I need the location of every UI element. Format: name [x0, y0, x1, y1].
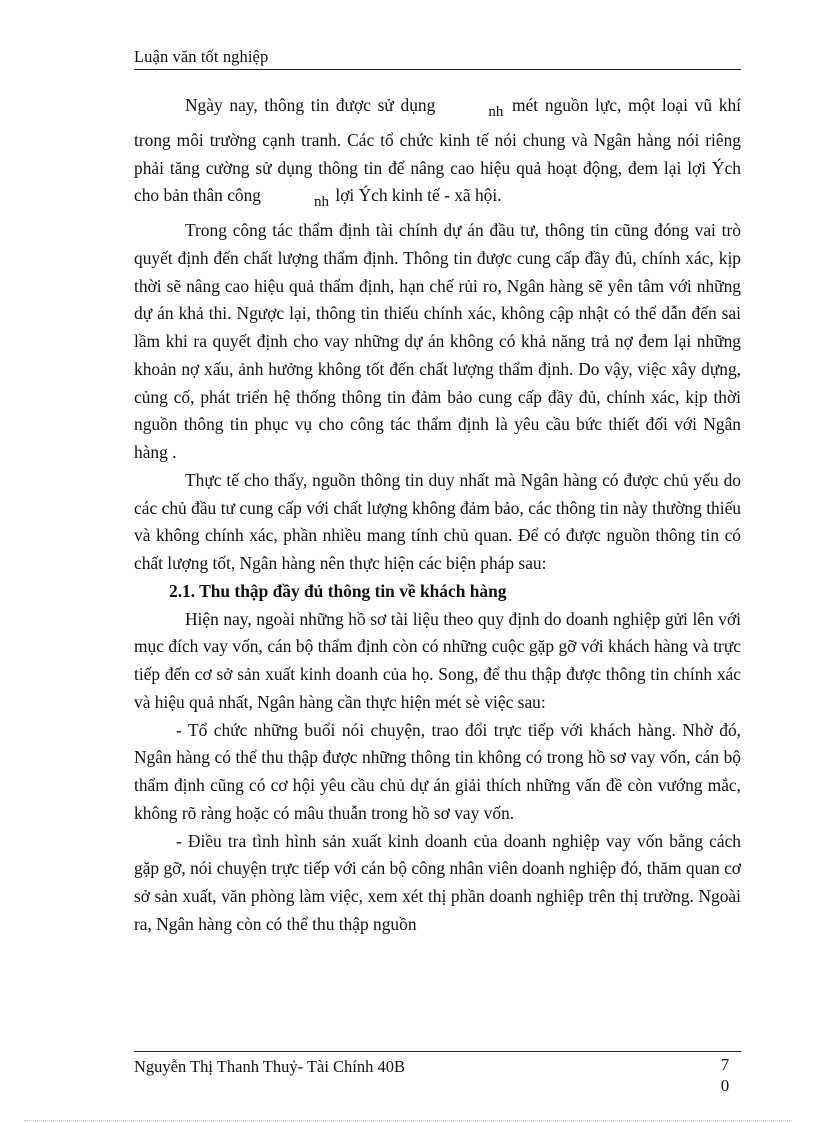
footer-rule — [134, 1051, 741, 1052]
paragraph-1-fragment-2: nh — [314, 194, 330, 211]
paragraph-6: - Điều tra tình hình sản xuất kinh doanh của doanh nghiệp vay vốn bằng cách gặp gỡ, nói chuyện trực tiếp với cán bộ công nhân viên doanh nghiệp đó, thăm quan cơ sở sản xuất, văn phòng làm việc, xem xét thị phần doanh nghiệp trên thị trường. Ngoài ra, Ngân hàng còn có thể thu thập nguồn — [134, 830, 741, 934]
section-heading: 2.1. Thu thập đầy đủ thông tin về khách hàng — [169, 580, 507, 601]
paragraph-1-fragment: nh — [488, 104, 504, 120]
page-number-bottom: 0 — [720, 1076, 730, 1095]
header-rule — [134, 69, 741, 70]
page-bottom-dotted-border — [24, 1120, 792, 1121]
paragraph-1-part-a: Ngày nay, thông tin được sử dụng — [185, 95, 436, 115]
paragraph-1-part-c: mét nguồn lực, một loại vũ khí trong môi trường cạnh tranh. Các tổ chức kinh tế nói chung và Ngân hàng nói riêng phải tăng cường sử dụng thông tin để nâng cao hiệu quả hoạt động, đem lại lợi Ých cho bản thân công — [134, 95, 741, 206]
paragraph-4: Hiện nay, ngoài những hồ sơ tài liệu theo quy định do doanh nghiệp gửi lên với mục đích vay vốn, cán bộ thẩm định còn có những cuộc gặp gỡ với khách hàng và trực tiếp đến cơ sở sản xuất kinh doanh của họ. Song, để thu thập được thông tin chính xác và hiệu quả nhất, Ngân hàng cần thực hiện mét sè việc sau: — [134, 608, 741, 712]
document-body — [134, 92, 741, 939]
page-number — [710, 1054, 740, 1096]
page-number-top: 7 — [720, 1055, 730, 1074]
paragraph-5: - Tổ chức những buổi nói chuyện, trao đổi trực tiếp với khách hàng. Nhờ đó, Ngân hàng có thể thu thập được những thông tin không có trong hồ sơ vay vốn, cán bộ thẩm định cũng có cơ hội yêu cầu chủ dự án giải thích những vấn đề còn vướng mắc, không rõ ràng hoặc có mâu thuẫn trong hồ sơ vay vốn. — [134, 719, 741, 823]
page-header-title: Luận văn tốt nghiệp — [134, 47, 269, 66]
paragraph-1 — [134, 92, 741, 217]
paragraph-1-part-e: lợi Ých kinh tế - xã hội. — [335, 185, 502, 206]
paragraph-3: Thực tế cho thấy, nguồn thông tin duy nhất mà Ngân hàng có được chủ yếu do các chủ đầu tư cung cấp với chất lượng không đảm bảo, các thông tin này thường thiếu và không chính xác, phần nhiều mang tính chủ quan. Để có được nguồn thông tin có chất lượng tốt, Ngân hàng nên thực hiện các biện pháp sau: — [134, 469, 741, 573]
footer-author: Nguyễn Thị Thanh Thuỷ- Tài Chính 40B — [134, 1057, 406, 1076]
paragraph-2: Trong công tác thẩm định tài chính dự án đầu tư, thông tin cũng đóng vai trò quyết định đến chất lượng thẩm định. Thông tin được cung cấp đầy đủ, chính xác, kịp thời sẽ nâng cao hiệu quả thẩm định, hạn chế rủi ro, Ngân hàng sẽ yên tâm với những dự án khả thi. Ngược lại, thông tin thiếu chính xác, không cập nhật có thể dẫn đến sai lầm khi ra quyết định cho vay những dự án không có khả năng trả nợ đem lại những khoản nợ xấu, ảnh hưởng không tốt đến chất lượng thẩm định. Do vậy, việc xây dựng, củng cố, phát triển hệ thống thông tin đảm bảo cung cấp đầy đủ, chính xác, kịp thời nguồn thông tin phục vụ cho công tác thẩm định là yêu cầu bức thiết đối với Ngân hàng . — [134, 220, 741, 462]
